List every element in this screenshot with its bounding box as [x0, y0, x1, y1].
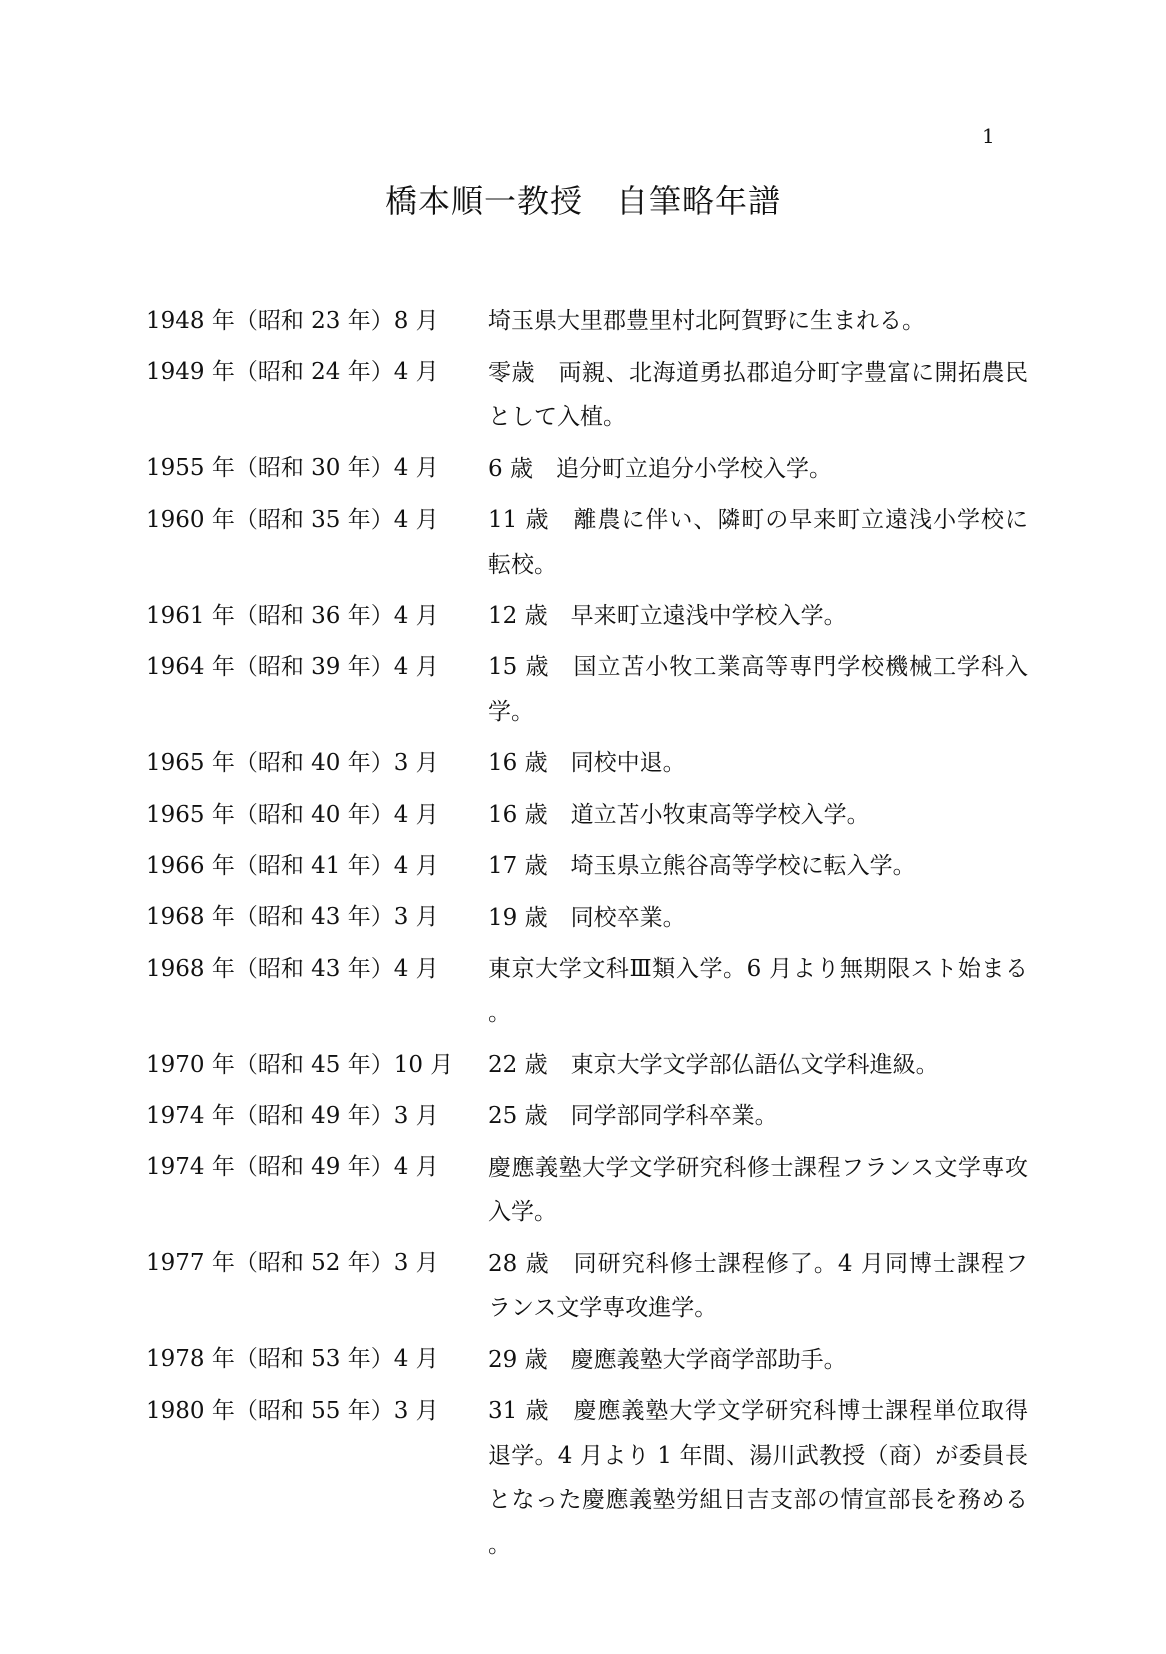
chronology-list — [146, 306, 1026, 1581]
chronology-entry — [146, 453, 1026, 491]
entry-text: 東京大学文科Ⅲ類入学。6 月より無期限スト始まる。 — [488, 955, 1028, 1027]
entry-text: 16 歳 道立苫小牧東高等学校入学。 — [488, 801, 870, 828]
entry-text: 16 歳 同校中退。 — [488, 750, 686, 777]
chronology-entry — [146, 748, 1026, 786]
chronology-entry — [146, 652, 1026, 734]
entry-date: 1968 年（昭和 43 年）4 月 — [146, 955, 439, 982]
entry-text: 31 歳 慶應義塾大学文学研究科博士課程単位取得退学。4 月より 1 年間、湯川武教授（商）が委員長となった慶應義塾労組日吉支部の情宣部長を務める。 — [488, 1398, 1028, 1558]
chronology-entry — [146, 1101, 1026, 1139]
entry-text: 11 歳 離農に伴い、隣町の早来町立遠浅小学校に転校。 — [488, 506, 1028, 578]
entry-date: 1949 年（昭和 24 年）4 月 — [146, 359, 439, 386]
entry-date: 1965 年（昭和 40 年）3 月 — [146, 750, 439, 777]
entry-date: 1948 年（昭和 23 年）8 月 — [146, 308, 439, 334]
entry-text: 12 歳 早来町立遠浅中学校入学。 — [488, 602, 847, 629]
page-number: 1 — [982, 124, 995, 148]
entry-date: 1974 年（昭和 49 年）3 月 — [146, 1103, 439, 1130]
entry-date: 1964 年（昭和 39 年）4 月 — [146, 654, 439, 681]
entry-text: 15 歳 国立苫小牧工業高等専門学校機械工学科入学。 — [488, 654, 1028, 725]
chronology-entry — [146, 1050, 1026, 1088]
entry-text: 6 歳 追分町立追分小学校入学。 — [488, 455, 832, 482]
entry-text: 29 歳 慶應義塾大学商学部助手。 — [488, 1346, 847, 1373]
entry-date: 1974 年（昭和 49 年）4 月 — [146, 1154, 439, 1181]
entry-date: 1968 年（昭和 43 年）3 月 — [146, 904, 439, 931]
entry-date: 1960 年（昭和 35 年）4 月 — [146, 506, 439, 533]
page-title: 橋本順一教授 自筆略年譜 — [384, 182, 781, 220]
entry-date: 1955 年（昭和 30 年）4 月 — [146, 455, 439, 482]
chronology-entry — [146, 1396, 1026, 1568]
entry-text: 19 歳 同校卒業。 — [488, 904, 686, 931]
entry-text: 慶應義塾大学文学研究科修士課程フランス文学専攻入学。 — [488, 1154, 1028, 1226]
entry-date: 1978 年（昭和 53 年）4 月 — [146, 1346, 439, 1373]
chronology-entry — [146, 1152, 1026, 1234]
chronology-entry — [146, 306, 1026, 344]
chronology-entry — [146, 1248, 1026, 1330]
entry-text: 22 歳 東京大学文学部仏語仏文学科進級。 — [488, 1051, 939, 1078]
chronology-entry — [146, 851, 1026, 889]
chronology-entry — [146, 1344, 1026, 1382]
entry-date: 1977 年（昭和 52 年）3 月 — [146, 1250, 439, 1277]
entry-date: 1966 年（昭和 41 年）4 月 — [146, 852, 439, 879]
entry-text: 17 歳 埼玉県立熊谷高等学校に転入学。 — [488, 853, 916, 880]
chronology-entry — [146, 505, 1026, 587]
entry-date: 1970 年（昭和 45 年）10 月 — [146, 1051, 454, 1078]
entry-text: 埼玉県大里郡豊里村北阿賀野に生まれる。 — [488, 308, 925, 335]
chronology-entry — [146, 902, 1026, 940]
entry-text: 25 歳 同学部同学科卒業。 — [488, 1103, 778, 1130]
entry-date: 1965 年（昭和 40 年）4 月 — [146, 801, 439, 828]
chronology-entry — [146, 357, 1026, 439]
entry-date: 1980 年（昭和 55 年）3 月 — [146, 1397, 439, 1424]
chronology-entry — [146, 800, 1026, 838]
entry-date: 1961 年（昭和 36 年）4 月 — [146, 602, 439, 629]
entry-text: 28 歳 同研究科修士課程修了。4 月同博士課程フランス文学専攻進学。 — [488, 1250, 1028, 1322]
entry-text: 零歳 両親、北海道勇払郡追分町字豊富に開拓農民として入植。 — [488, 359, 1028, 431]
chronology-entry — [146, 954, 1026, 1036]
chronology-entry — [146, 601, 1026, 639]
